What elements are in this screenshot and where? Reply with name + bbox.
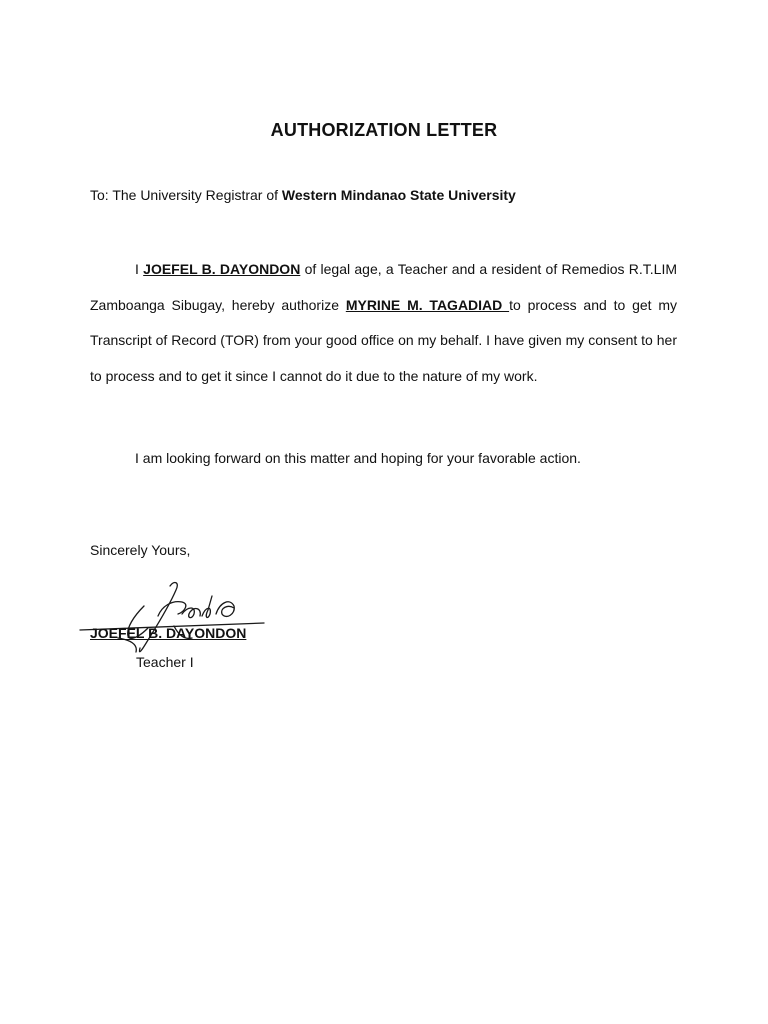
- addressee-line: [90, 187, 516, 203]
- author-name: JOEFEL B. DAYONDON: [143, 261, 301, 277]
- body-paragraph-1: [90, 252, 677, 394]
- addressee-prefix: To: The University Registrar of: [90, 187, 282, 203]
- para1-text-2: of legal age, a Teacher and a resident of Remedios R.T.LIM Zamboanga Sibugay, hereby authorize: [90, 261, 678, 313]
- page-title: AUTHORIZATION LETTER: [270, 120, 498, 140]
- para1-text-1: I: [135, 261, 144, 277]
- closing-line: Sincerely Yours,: [90, 542, 191, 558]
- signatory-position: Teacher I: [136, 654, 194, 670]
- authorized-person-name: MYRINE M. TAGADIAD: [345, 296, 510, 313]
- body-paragraph-2: I am looking forward on this matter and hoping for your favorable action.: [135, 450, 581, 466]
- handwritten-signature: [78, 576, 268, 666]
- signatory-name: JOEFEL B. DAYONDON: [90, 625, 247, 641]
- para1-text-3: to process and to get my Transcript of Record (TOR) from your good office on my behalf. I have given my consent to her to process and to get it since I cannot do it due to the nature of my work.: [90, 296, 677, 384]
- institution-name: Western Mindanao State University: [281, 187, 516, 203]
